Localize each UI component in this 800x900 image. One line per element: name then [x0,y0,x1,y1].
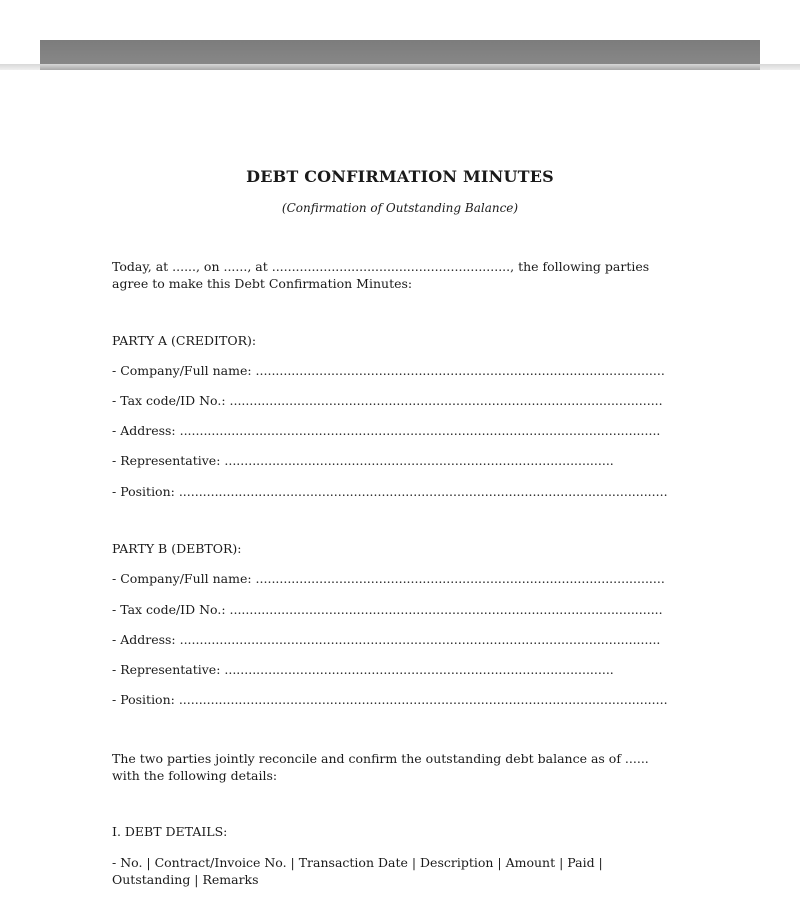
party-a-company-field: - Company/Full name: ....................................................................................................... [112,363,665,378]
party-a-heading: PARTY A (CREDITOR): [112,333,257,348]
party-b-position-field: - Position: ........................................................................................................................... [112,692,668,707]
party-a-representative-field: - Representative: .................................................................................................. [112,453,614,468]
party-b-heading: PARTY B (DEBTOR): [112,541,242,556]
debt-table-columns: - No. | Contract/Invoice No. | Transaction Date | Description | Amount | Paid | Outstanding | Remarks [112,855,603,887]
party-b-company-field: - Company/Full name: ....................................................................................................... [112,571,665,586]
intro-paragraph: Today, at ......, on ......, at ............................................................, the following parties agree to make this Debt Confirmation Minutes: [112,259,650,291]
document-title: DEBT CONFIRMATION MINUTES [246,167,554,186]
party-b-address-field: - Address: ......................................................................................................................... [112,632,661,647]
reconcile-paragraph: The two parties jointly reconcile and confirm the outstanding debt balance as of ...... with the following details: [112,751,649,783]
document-subtitle: (Confirmation of Outstanding Balance) [281,201,519,215]
party-b-representative-field: - Representative: .................................................................................................. [112,662,614,677]
party-a-tax-code-field: - Tax code/ID No.: ............................................................................................................. [112,393,663,408]
debt-details-heading: I. DEBT DETAILS: [112,824,228,839]
party-b-tax-code-field: - Tax code/ID No.: ............................................................................................................. [112,602,663,617]
party-a-address-field: - Address: ......................................................................................................................... [112,423,661,438]
document-page [0,70,800,900]
party-a-position-field: - Position: ........................................................................................................................... [112,484,668,499]
